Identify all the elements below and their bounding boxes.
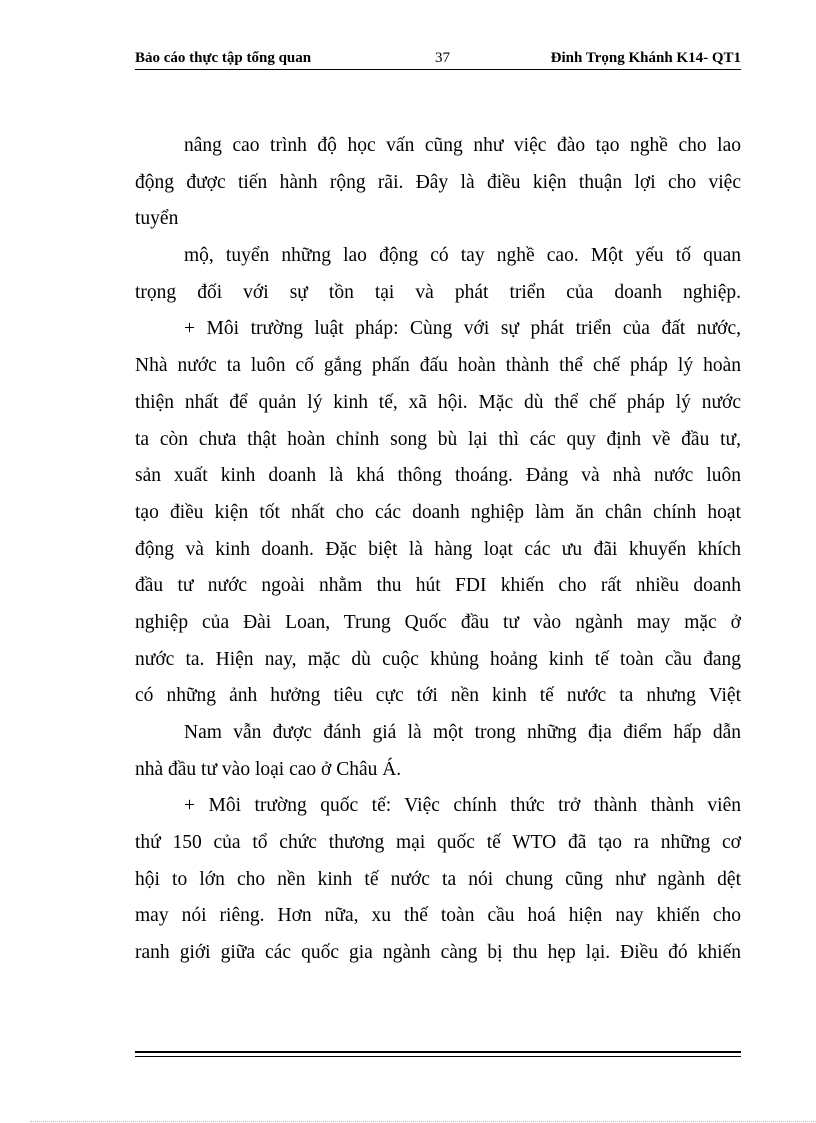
text-line: Nhà nước ta luôn cố gắng phấn đấu hoàn thành thể chế pháp lý hoàn: [135, 355, 741, 377]
text-line: mộ, tuyển những lao động có tay nghề cao. Một yếu tố quan: [184, 245, 741, 267]
footer-rule-thick: [135, 1051, 741, 1053]
text-line: thứ 150 của tổ chức thương mại quốc tế WTO đã tạo ra những cơ: [135, 832, 741, 854]
text-line: ta còn chưa thật hoàn chỉnh song bù lại thì các quy định về đầu tư,: [135, 428, 741, 450]
text-line: động được tiến hành rộng rãi. Đây là điều kiện thuận lợi cho việc: [135, 171, 741, 193]
text-line: trọng đối với sự tồn tại và phát triển của doanh nghiệp.: [135, 281, 741, 303]
text-line: Nam vẫn được đánh giá là một trong những địa điểm hấp dẫn: [184, 722, 741, 743]
text-line: nâng cao trình độ học vấn cũng như việc đào tạo nghề cho lao: [184, 135, 741, 156]
text-line: nước ta. Hiện nay, mặc dù cuộc khủng hoảng kinh tế toàn cầu đang: [135, 648, 741, 670]
header-author: Đinh Trọng Khánh K14- QT1: [550, 50, 741, 66]
page-header: [135, 46, 741, 70]
footer-rule-thin: [135, 1056, 741, 1057]
text-line: đầu tư nước ngoài nhằm thu hút FDI khiến cho rất nhiều doanh: [135, 575, 741, 597]
text-line: thiện nhất để quản lý kinh tế, xã hội. Mặc dù thể chế pháp lý nước: [135, 391, 741, 413]
text-line: động và kinh doanh. Đặc biệt là hàng loạt các ưu đãi khuyến khích: [135, 538, 741, 560]
text-line: tuyển: [135, 208, 179, 230]
text-line: may nói riêng. Hơn nữa, xu thế toàn cầu hoá hiện nay khiến cho: [135, 905, 741, 927]
header-rule: [135, 69, 741, 70]
text-line: + Môi trường quốc tế: Việc chính thức trở thành thành viên: [184, 795, 741, 817]
text-line: sản xuất kinh doanh là khá thông thoáng. Đảng và nhà nước luôn: [135, 465, 741, 487]
page-boundary-dotted: [30, 1121, 816, 1122]
body-text: [135, 128, 741, 972]
text-line: có những ảnh hưởng tiêu cực tới nền kinh tế nước ta nhưng Việt: [135, 685, 741, 707]
header-title: Bảo cáo thực tập tổng quan: [135, 50, 312, 66]
text-line: nhà đầu tư vào loại cao ở Châu Á.: [135, 758, 402, 780]
text-line: ranh giới giữa các quốc gia ngành càng bị thu hẹp lại. Điều đó khiến: [135, 942, 741, 964]
text-line: tạo điều kiện tốt nhất cho các doanh nghiệp làm ăn chân chính hoạt: [135, 501, 741, 523]
text-line: + Môi trường luật pháp: Cùng với sự phát triển của đất nước,: [184, 318, 741, 340]
text-line: nghiệp của Đài Loan, Trung Quốc đầu tư vào ngành may mặc ở: [135, 611, 741, 633]
text-line: hội to lớn cho nền kinh tế nước ta nói chung cũng như ngành dệt: [135, 868, 741, 890]
page-number: 37: [435, 50, 450, 66]
